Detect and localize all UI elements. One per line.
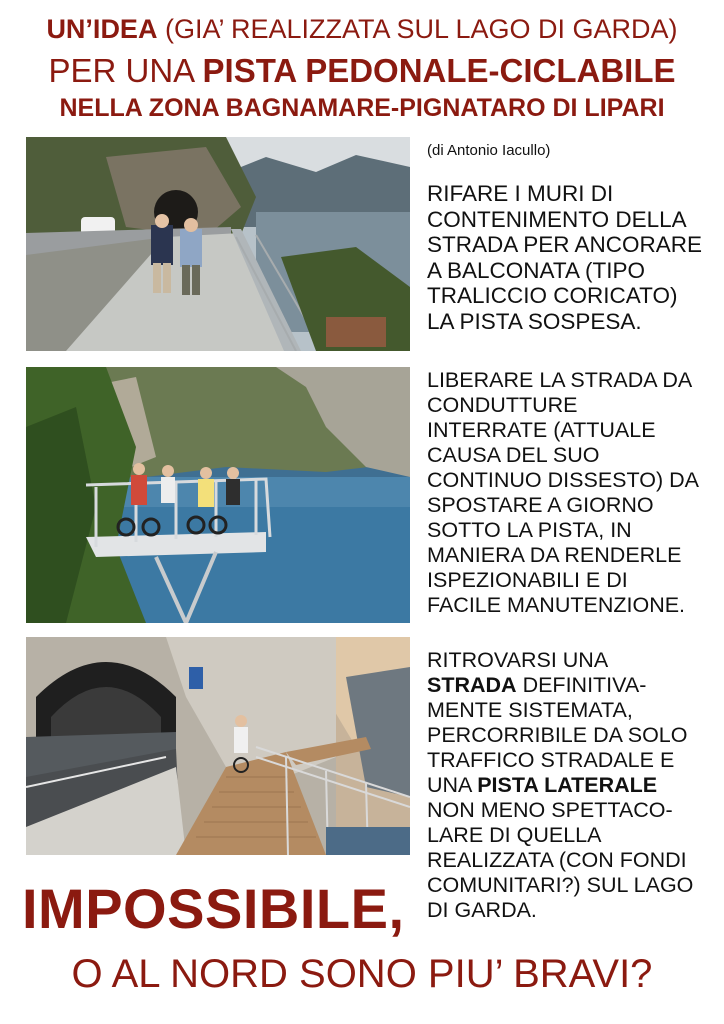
paragraph-line: CONDUTTURE — [427, 393, 578, 417]
author-credit: (di Antonio Iacullo) — [427, 142, 551, 159]
paragraph-line: CONTENIMENTO DELLA — [427, 206, 687, 232]
paragraph-line: SPOSTARE A GIORNO — [427, 493, 654, 517]
headline-line-3: NELLA ZONA BAGNAMARE-PIGNATARO DI LIPARI — [59, 94, 665, 122]
paragraph-line: MENTE SISTEMATA, — [427, 698, 633, 722]
photo-cyclists-platform — [26, 367, 410, 623]
paragraph-line: RIFARE I MURI DI — [427, 181, 614, 206]
paragraph-line: COMUNITARI?) SUL LAGO — [427, 873, 694, 897]
paragraph-line: CAUSA DEL SUO — [427, 443, 600, 467]
paragraph-strada-sistemata — [427, 648, 717, 923]
paragraph-line — [427, 673, 717, 698]
headline-idea: UN’IDEA — [46, 14, 158, 44]
paragraph-muri-contenimento — [427, 181, 717, 334]
paragraph-line: CONTINUO DISSESTO) DA — [427, 468, 699, 492]
paragraph-line: ISPEZIONABILI E DI — [427, 568, 628, 592]
photo-tunnel-walkway — [26, 637, 410, 855]
emphasis-strada: STRADA — [427, 673, 517, 697]
paragraph-line: LA PISTA SOSPESA. — [427, 308, 642, 334]
paragraph-line: TRAFFICO STRADALE E — [427, 748, 675, 772]
headline-line-2-plain: PER UNA — [48, 52, 203, 89]
paragraph-line: NON MENO SPETTACO- — [427, 798, 673, 822]
paragraph-line: A BALCONATA (TIPO — [427, 257, 645, 283]
headline-pista: PISTA PEDONALE-CICLABILE — [202, 52, 676, 89]
emphasis-pista-laterale: PISTA LATERALE — [477, 773, 658, 797]
paragraph-line: LARE DI QUELLA — [427, 823, 602, 847]
paragraph-line: MANIERA DA RENDERLE — [427, 543, 682, 567]
photo-walkway-garda — [26, 137, 410, 351]
paragraph-line: REALIZZATA (CON FONDI — [427, 848, 687, 872]
headline-line-2 — [0, 52, 724, 90]
headline-line-1-rest: (GIA’ REALIZZATA SUL LAGO DI GARDA) — [157, 14, 678, 44]
paragraph-line: SOTTO LA PISTA, IN — [427, 518, 632, 542]
closing-question: O AL NORD SONO PIU’ BRAVI? — [71, 952, 653, 996]
paragraph-condutture — [427, 368, 717, 618]
paragraph-line-plain: UNA — [427, 773, 478, 797]
paragraph-line: TRALICCIO CORICATO) — [427, 283, 678, 308]
paragraph-line — [427, 773, 717, 798]
paragraph-line: PERCORRIBILE DA SOLO — [427, 723, 688, 747]
paragraph-line: STRADA PER ANCORARE — [427, 232, 703, 257]
headline-impossibile: IMPOSSIBILE, — [22, 877, 405, 940]
headline-line-1 — [0, 14, 724, 45]
paragraph-line: LIBERARE LA STRADA DA — [427, 368, 693, 392]
paragraph-line: INTERRATE (ATTUALE — [427, 418, 656, 442]
paragraph-line: FACILE MANUTENZIONE. — [427, 593, 686, 617]
paragraph-line: DI GARDA. — [427, 898, 537, 922]
paragraph-line-rest: DEFINITIVA- — [516, 673, 647, 697]
paragraph-line: RITROVARSI UNA — [427, 648, 609, 672]
